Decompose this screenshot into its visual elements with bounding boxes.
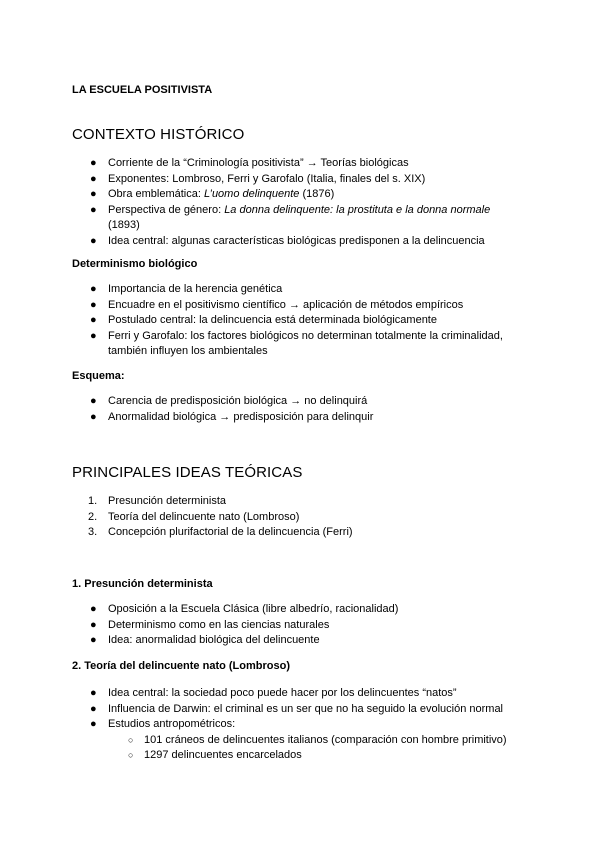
contexto-list xyxy=(72,156,542,249)
bullet-marker: ● xyxy=(90,687,97,699)
bullet-marker: ● xyxy=(90,718,97,730)
list-item: ● Postulado central: la delincuencia está determinada biológicamente xyxy=(72,313,542,329)
bullet-marker: ● xyxy=(90,634,97,646)
list-number: 2. xyxy=(88,510,98,523)
bullet-marker: ● xyxy=(90,188,97,200)
determinismo-list xyxy=(72,282,542,360)
list-item: ● Estudios antropométricos: xyxy=(72,717,542,733)
heading-presuncion: 1. Presunción determinista xyxy=(72,578,213,590)
list-item: 3. Concepción plurifactorial de la delincuencia (Ferri) xyxy=(72,525,542,541)
book-title: L’uomo delinquente xyxy=(203,188,300,200)
bullet-marker: ● xyxy=(90,172,97,185)
book-title: La donna delinquente: la prostituta e la donna normale xyxy=(224,203,491,216)
bullet-marker: ● xyxy=(90,618,97,631)
bullet-marker: ● xyxy=(90,314,97,326)
heading-delincuente-nato: 2. Teoría del delincuente nato (Lombroso) xyxy=(72,660,290,672)
circle-marker: ○ xyxy=(128,750,134,760)
list-item: ● Influencia de Darwin: el criminal es un ser que no ha seguido la evolución normal xyxy=(72,702,542,718)
esquema-list xyxy=(72,394,542,425)
heading-determinismo: Determinismo biológico xyxy=(72,258,198,270)
document-title: LA ESCUELA POSITIVISTA xyxy=(72,84,213,96)
bullet-marker: ● xyxy=(90,298,97,311)
heading-principales-ideas: PRINCIPALES IDEAS TEÓRICAS xyxy=(72,464,303,481)
bullet-marker: ● xyxy=(90,395,97,407)
list-item: ● Perspectiva de género: La donna delinquente: la prostituta e la donna normale (1893) xyxy=(90,203,491,231)
bullet-marker: ● xyxy=(90,283,97,295)
list-item: ● Ferri y Garofalo: los factores biológicos no determinan totalmente la criminalidad, también influyen los ambientales xyxy=(90,329,503,357)
list-item: ● Idea central: algunas características biológicas predisponen a la delincuencia xyxy=(72,234,542,250)
list-item: ● Oposición a la Escuela Clásica (libre albedrío, racionalidad) xyxy=(72,602,542,618)
list-item: ● Obra emblemática: L’uomo delinquente (1876) xyxy=(72,187,542,203)
list-item: ● Importancia de la herencia genética xyxy=(72,282,542,298)
list-item: ● Idea central: la sociedad poco puede hacer por los delincuentes “natos” xyxy=(72,686,542,702)
nato-list xyxy=(72,686,542,764)
bullet-marker: ● xyxy=(90,702,97,715)
ideas-numbered-list xyxy=(72,494,542,541)
list-item: ● Corriente de la “Criminología positivista” → Teorías biológicas xyxy=(72,156,542,172)
bullet-marker: ● xyxy=(90,329,97,342)
circle-marker: ○ xyxy=(128,734,134,745)
bullet-marker: ● xyxy=(90,603,97,615)
bullet-marker: ● xyxy=(90,410,97,423)
list-item: ● Encuadre en el positivismo científico → aplicación de métodos empíricos xyxy=(72,298,542,314)
bullet-marker: ● xyxy=(90,203,97,216)
list-item: ● Exponentes: Lombroso, Ferri y Garofalo (Italia, finales del s. XIX) xyxy=(72,172,542,188)
list-number: 3. xyxy=(88,526,98,538)
presuncion-list xyxy=(72,602,542,649)
heading-contexto-historico: CONTEXTO HISTÓRICO xyxy=(72,126,245,143)
list-number: 1. xyxy=(88,495,98,507)
list-item: 1. Presunción determinista xyxy=(72,494,542,510)
heading-esquema: Esquema: xyxy=(72,370,125,382)
list-item: ● Carencia de predisposición biológica → no delinquirá xyxy=(72,394,542,410)
sub-list-item: ○ 101 cráneos de delincuentes italianos (comparación con hombre primitivo) xyxy=(72,733,542,749)
list-item: ● Idea: anormalidad biológica del delincuente xyxy=(72,633,542,649)
list-item: ● Determinismo como en las ciencias naturales xyxy=(72,618,542,634)
bullet-marker: ● xyxy=(90,234,97,247)
list-item: ● Anormalidad biológica → predisposición para delinquir xyxy=(72,410,542,426)
list-item: 2. Teoría del delincuente nato (Lombroso) xyxy=(72,510,542,526)
bullet-marker: ● xyxy=(90,157,97,169)
sub-list-item: ○ 1297 delincuentes encarcelados xyxy=(72,748,542,764)
